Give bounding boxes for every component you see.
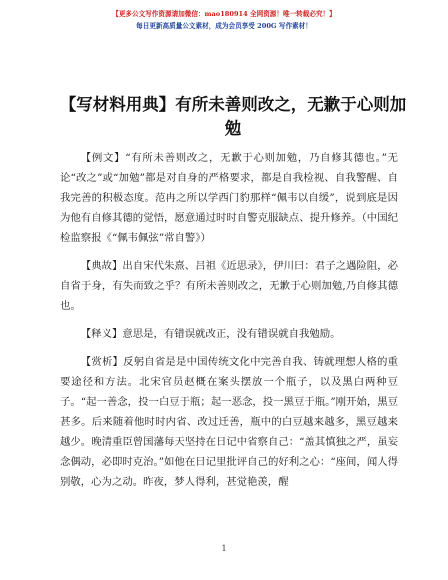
- promo-banner: [0, 8, 448, 32]
- paragraph-allusion: 【典故】出自宋代朱熹、吕祖《近思录》，伊川曰：君子之遇险阻，必自省于身，有失而致之乎？有所未善则改之，无歉于心则加勉,乃自修其德也。: [60, 260, 398, 312]
- paragraph-appreciation: 【赏析】反躬自省是是中国传统文化中完善自我、铸就理想人格的重要途径和方法。北宋官员赵概在案头摆放一个瓶子，以及黑白两种豆子。“起一善念，投一白豆于瓶；起一恶念，投一黑豆于瓶。”刚开始，黑豆甚多。后来随着他时时内省、改过迁善，瓶中的白豆越来越多，黑豆越来越少。晚清重臣曾国藩每天坚持在日记中省察自己：“盖其慎独之严，虽妄念偶动，必即时克治。”如他在日记里批评自己的好利之心：“座间，闻人得别敬，心为之动。昨夜，梦人得利，甚觉艳羡，醒: [60, 356, 398, 488]
- document-body: [60, 148, 398, 500]
- promo-banner-line-1: 【更多公文写作资源请加微信：mao180914 全网资源！唯一转载必究！】: [112, 10, 336, 18]
- document-title: 【写材料用典】有所未善则改之，无歉于心则加勉: [59, 95, 407, 138]
- page-number: 1: [221, 544, 227, 553]
- promo-banner-line-2: 每日更新高质量公文素材，成为会员享受 200G 写作素材！: [136, 22, 312, 30]
- paragraph-meaning: 【释义】意思是，有错误就改正，没有错误就自我勉励。: [80, 328, 341, 340]
- paragraph-example: 【例文】“有所未善则改之，无歉于心则加勉，乃自修其德也。”无论“改之”或“加勉”都是对自身的严格要求，都是自我检视、自我警醒、自我完善的积极态度。范冉之所以学西门豹那样“佩韦以自缓”，说到底是因为他有自修其德的觉悟，愿意通过时时自警克服缺点、提升修养。（中国纪检监察报《“佩韦佩弦”常自警》）: [60, 152, 398, 244]
